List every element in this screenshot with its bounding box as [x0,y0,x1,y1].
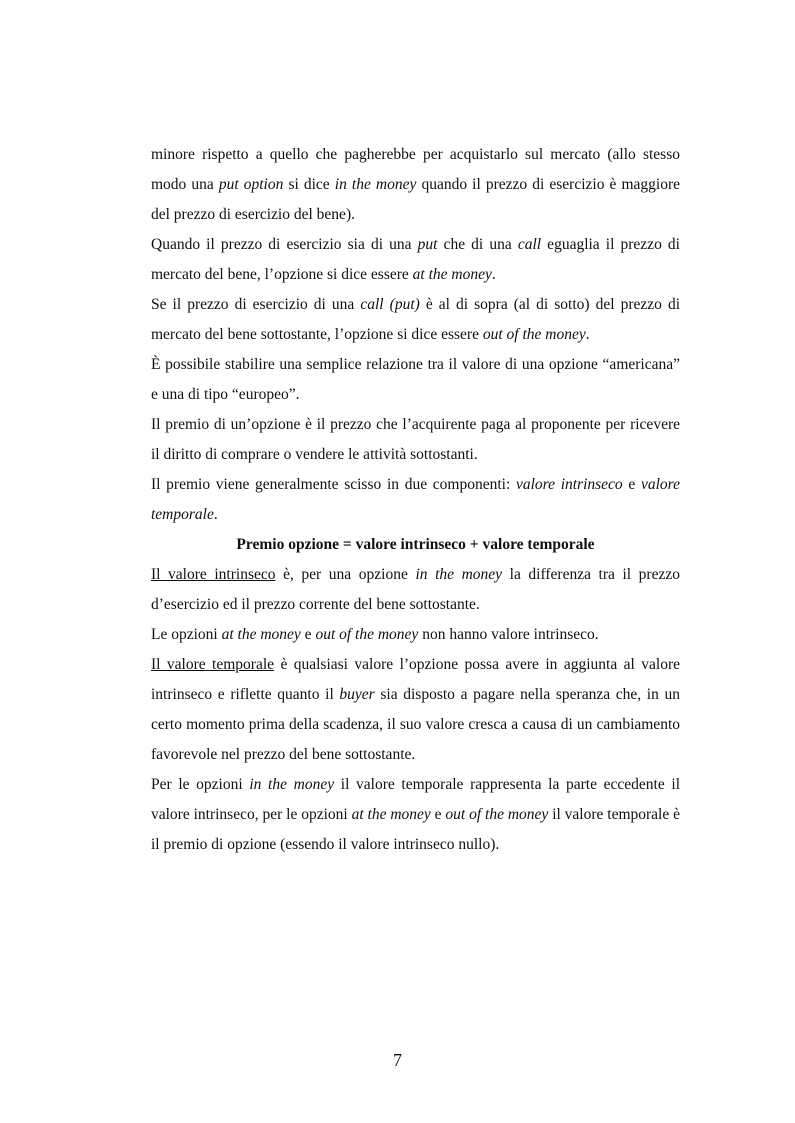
italic-term: out of the money [445,806,549,823]
text-segment: la differenza tra il prezzo d’esercizio ed il prezzo corrente del bene sottostante. [151,566,680,613]
text-segment: sia disposto a pagare nella speranza che, in un certo momento prima della scadenza, il suo valore cresca a causa di un cambiamento favorevole nel prezzo del bene sottostante. [151,686,681,763]
premium-formula: Premio opzione = valore intrinseco + valore temporale [236,536,595,553]
underlined-term: Il valore temporale [151,656,275,673]
text-segment: minore rispetto a quello che pagherebbe per acquistarlo sul mercato (allo stesso modo una [151,146,680,193]
text-segment: È possibile stabilire una semplice relazione tra il valore di una opzione “americana” e una di tipo “europeo”. [151,356,680,403]
italic-term: at the money [351,806,431,823]
document-body [151,140,680,860]
paragraph [151,470,680,530]
text-segment: eguaglia il prezzo di mercato del bene, l’opzione si dice essere [151,236,680,283]
paragraph [151,770,680,860]
italic-term: at the money [412,266,492,283]
text-segment: . [491,266,496,283]
italic-term: valore intrinseco [515,476,623,493]
paragraph [151,410,680,470]
text-segment: il valore temporale rappresenta la parte eccedente il valore intrinseco, per le opzioni [151,776,680,823]
italic-term: out of the money [482,326,586,343]
italic-term: in the money [249,776,335,793]
italic-term: at the money [221,626,301,643]
text-segment: e [622,476,641,493]
text-segment: e [300,626,316,643]
text-segment: si dice [283,176,335,193]
italic-term: buyer [339,686,375,703]
italic-term: valore temporale [151,476,680,523]
text-segment: Quando il prezzo di esercizio sia di una [151,236,418,253]
text-segment: è, per una opzione [275,566,416,583]
paragraph [151,650,680,770]
text-segment: e [430,806,446,823]
paragraph [151,230,680,290]
text-segment: non hanno valore intrinseco. [418,626,599,643]
italic-term: out of the money [315,626,419,643]
text-segment: Per le opzioni [151,776,250,793]
text-segment: Le opzioni [151,626,222,643]
text-segment: che di una [437,236,518,253]
paragraph [151,560,680,620]
underlined-term: Il valore intrinseco [151,566,276,583]
text-segment: è qualsiasi valore l’opzione possa avere in aggiunta al valore intrinseco e riflette quanto il [151,656,680,703]
paragraphs-after-formula [151,560,680,860]
paragraph [151,140,680,230]
italic-term: in the money [334,176,417,193]
text-segment: Il premio viene generalmente scisso in due componenti: [151,476,516,493]
italic-term: call (put) [360,296,420,313]
paragraph [151,620,680,650]
text-segment: Il premio di un’opzione è il prezzo che l’acquirente paga al proponente per ricevere il diritto di comprare o vendere le attività sottostanti. [151,416,680,463]
text-segment: è al di sopra (al di sotto) del prezzo di mercato del bene sottostante, l’opzione si dice essere [151,296,681,343]
text-segment: Se il prezzo di esercizio di una [151,296,361,313]
paragraph [151,350,680,410]
text-segment: . [213,506,218,523]
paragraphs-before-formula [151,140,680,530]
paragraph [151,290,680,350]
text-segment: il valore temporale è il premio di opzione (essendo il valore intrinseco nullo). [151,806,681,853]
text-segment: . [585,326,590,343]
italic-term: in the money [415,566,503,583]
page-number: 7 [393,1050,402,1070]
italic-term: put option [218,176,284,193]
italic-term: call [517,236,542,253]
italic-term: put [417,236,438,253]
text-segment: quando il prezzo di esercizio è maggiore del prezzo di esercizio del bene). [151,176,681,223]
